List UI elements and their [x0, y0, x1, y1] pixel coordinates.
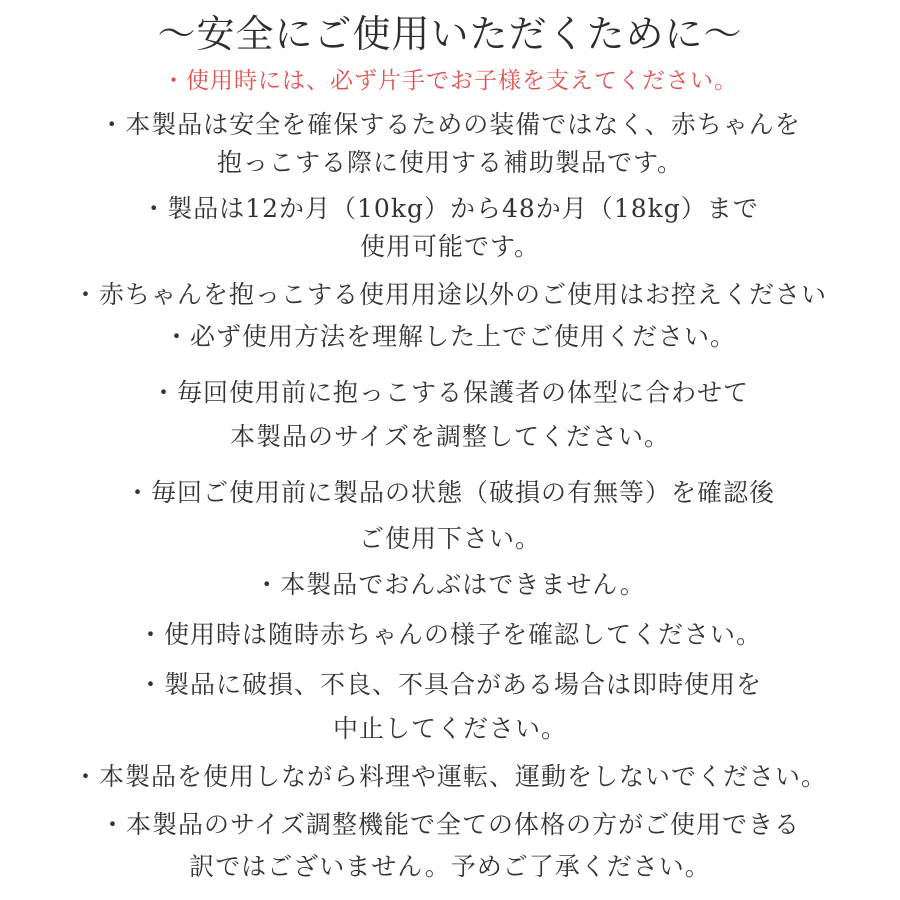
notice-line-please-use: ご使用下さい。	[358, 524, 541, 553]
notice-line-no-other-use: ・赤ちゃんを抱っこする使用用途以外のご使用はお控えください	[72, 280, 827, 309]
notice-line-stop-use: 中止してください。	[332, 714, 567, 743]
notice-line-age-range: ・製品は12か月（10kg）から48か月（18kg）まで	[141, 194, 759, 223]
notice-line-check-condition: ・毎回ご使用前に製品の状態（破損の有無等）を確認後	[124, 478, 775, 507]
notice-line-size-adjust-limit: ・本製品のサイズ調整機能で全ての体格の方がご使用できる	[99, 810, 800, 839]
notice-line-usable: 使用可能です。	[359, 232, 540, 261]
notice-line-understand-usage: ・必ず使用方法を理解した上でご使用ください。	[163, 322, 736, 351]
notice-line-not-safety-equipment: ・本製品は安全を確保するための装備ではなく、赤ちゃんを	[99, 110, 801, 139]
notice-line-no-back-carry: ・本製品でおんぶはできません。	[254, 570, 646, 599]
page-title: ～安全にご使用いただくために～	[157, 12, 743, 56]
notice-line-adjust-body: ・毎回使用前に抱っこする保護者の体型に合わせて	[150, 378, 749, 407]
notice-line-adjust-size: 本製品のサイズを調整してください。	[229, 422, 670, 451]
notice-line-auxiliary-product: 抱っこする際に使用する補助製品です。	[216, 148, 683, 177]
warning-line-support-child: ・使用時には、必ず片手でお子様を支えてください。	[162, 68, 738, 94]
notice-line-please-understand: 訳ではございません。予めご了承ください。	[189, 852, 711, 881]
notice-line-check-baby: ・使用時は随時赤ちゃんの様子を確認してください。	[137, 620, 762, 649]
notice-line-damage-stop: ・製品に破損、不良、不具合がある場合は即時使用を	[137, 670, 762, 699]
notice-line-no-cooking-driving: ・本製品を使用しながら料理や運転、運動をしないでください。	[72, 762, 827, 791]
